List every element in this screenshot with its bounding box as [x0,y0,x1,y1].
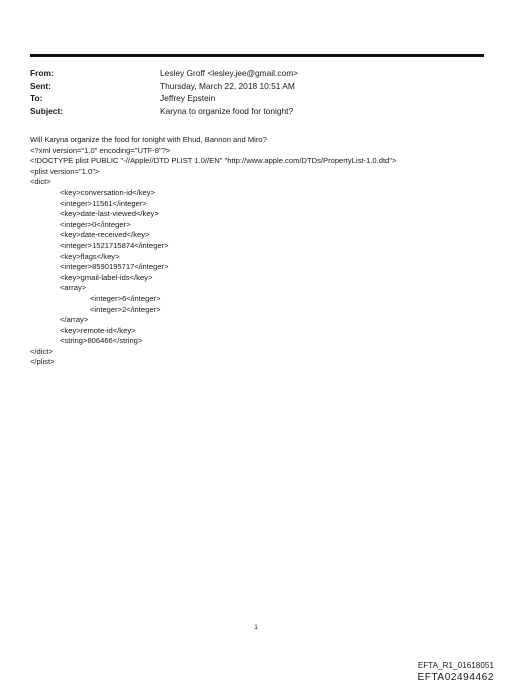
subject-label: Subject: [30,105,64,116]
body-line: </plist> [30,357,55,367]
body-line: <key>date-received</key> [60,230,150,240]
body-line: <?xml version="1.0" encoding="UTF-8"?> [30,145,171,155]
body-line: <key>date-last-viewed</key> [60,209,159,219]
body-line: <dict> [30,177,51,187]
body-line: <!DOCTYPE plist PUBLIC "-//Apple//DTD PLIST 1.0//EN" "http://www.apple.com/DTDs/PropertyList-1.0.dtd"> [30,156,397,166]
body-line: </array> [60,315,89,325]
body-line: <integer>0</integer> [60,219,131,229]
document-id-primary: EFTA_R1_01618051 [417,661,494,670]
header-from [30,67,484,80]
header-sent [30,80,484,93]
page-number: 1 [254,624,258,631]
header-divider [30,54,484,57]
body-line: <string>806466</string> [60,336,143,346]
body-line: <key>remote-id</key> [60,325,136,335]
body-line: <integer>11561</integer> [60,198,147,208]
body-line: <array> [60,283,87,293]
to-value: Jeffrey Epstein [160,93,216,103]
body-line: </dict> [30,346,53,356]
body-line: <key>conversation-id</key> [60,187,155,197]
body-line: <key>gmail-label-ids</key> [60,272,153,282]
header-to [30,92,484,105]
body-line: <integer>6</integer> [90,293,161,303]
body-line: <plist version="1.0"> [30,166,100,176]
email-header [30,67,484,117]
header-subject [30,105,484,118]
document-id-secondary: EFTA02494462 [417,672,494,683]
subject-value: Karyna to organize food for tonight? [160,105,294,116]
body-line: <key>flags</key> [60,251,120,261]
email-body [30,135,490,368]
sent-value: Thursday, March 22, 2018 10:51 AM [160,80,295,91]
to-label: To: [30,93,43,103]
body-line: <integer>8590195717</integer> [60,262,169,272]
body-line: Will Karyna organize the food for tonight with Ehud, Bannon and Miro? [30,135,267,144]
body-line: <integer>2</integer> [90,304,161,314]
body-line: <integer>1521715874</integer> [60,240,169,250]
sent-label: Sent: [30,80,51,91]
from-label: From: [30,68,54,78]
from-value: Lesley Groff <lesley.jee@gmail.com> [160,68,299,78]
